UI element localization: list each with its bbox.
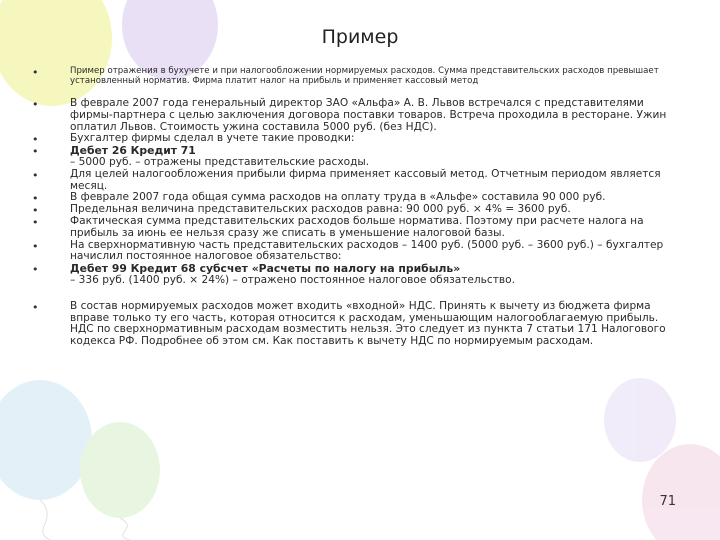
bullet-icon: • bbox=[32, 133, 39, 147]
list-item bbox=[30, 275, 680, 287]
list-item bbox=[30, 157, 680, 169]
bullet-icon: • bbox=[32, 98, 39, 111]
list-item-text: – 336 руб. (1400 руб. × 24%) – отражено постоянное налоговое обязательство. bbox=[70, 273, 516, 286]
slide-title: Пример bbox=[321, 26, 399, 48]
list-item-text: На сверхнормативную часть представительских расходов – 1400 руб. (5000 руб. – 3600 руб.) – бухгалтер начислил постоянное налоговое обязательство: bbox=[70, 238, 664, 263]
list-item bbox=[30, 216, 680, 240]
list-item-text: Фактическая сумма представительских расходов больше норматива. Поэтому при расчете налога на прибыль за июнь ее нельзя сразу же списать в уменьшение налоговой базы. bbox=[70, 214, 644, 239]
bullet-icon: • bbox=[32, 300, 39, 314]
list-item-text: Бухгалтер фирмы сделал в учете такие проводки: bbox=[70, 132, 355, 145]
list-item bbox=[30, 240, 680, 264]
list-item bbox=[30, 169, 680, 193]
page-number: 71 bbox=[659, 494, 676, 509]
bullet-icon: • bbox=[32, 66, 39, 79]
bullet-icon: • bbox=[32, 215, 39, 229]
bullet-icon: • bbox=[32, 239, 39, 253]
list-item bbox=[30, 301, 680, 348]
list-item-text: Дебет 26 Кредит 71 bbox=[70, 144, 196, 158]
bullet-icon: • bbox=[32, 145, 39, 159]
list-item-text: Предельная величина представительских расходов равна: 90 000 руб. × 4% = 3600 руб. bbox=[70, 203, 571, 216]
list-item-text: Пример отражения в бухучете и при налогообложении нормируемых расходов. Сумма представительских расходов превышает установленный норматив. Фирма платит налог на прибыль и применяет кассовый метод bbox=[70, 66, 659, 86]
bullet-icon: • bbox=[32, 192, 39, 206]
list-item-text: В состав нормируемых расходов может входить «входной» НДС. Принять к вычету из бюджета фирма вправе только ту его часть, которая относится к расходам, уменьшающим налогооблагаемую прибыль. НДС по сверхнормативным расходам возместить нельзя. Это следует из пункта 7 статьи 171 Налогового кодекса РФ. Подробнее об этом см. Как поставить к вычету НДС по нормируемым расходам. bbox=[70, 299, 666, 348]
bullet-list bbox=[30, 66, 680, 348]
list-item bbox=[30, 98, 680, 133]
list-item-text: – 5000 руб. – отражены представительские расходы. bbox=[70, 155, 370, 168]
list-item-text: Дебет 99 Кредит 68 субсчет «Расчеты по налогу на прибыль» bbox=[70, 262, 461, 276]
bullet-icon: • bbox=[32, 204, 39, 218]
list-item-text: Для целей налогообложения прибыли фирма применяет кассовый метод. Отчетным периодом является месяц. bbox=[70, 167, 661, 192]
bullet-icon: • bbox=[32, 263, 39, 277]
list-item-text: В феврале 2007 года общая сумма расходов на оплату труда в «Альфе» составила 90 000 руб. bbox=[70, 191, 606, 204]
bullet-icon: • bbox=[32, 168, 39, 182]
list-item-text: В феврале 2007 года генеральный директор ЗАО «Альфа» А. В. Львов встречался с представителями фирмы-партнера с целью заключения договора поставки товаров. Встреча проходила в ресторане. Ужин оплатил Львов. Стоимость ужина составила 5000 руб. (без НДС). bbox=[70, 97, 667, 133]
list-item bbox=[30, 66, 680, 86]
